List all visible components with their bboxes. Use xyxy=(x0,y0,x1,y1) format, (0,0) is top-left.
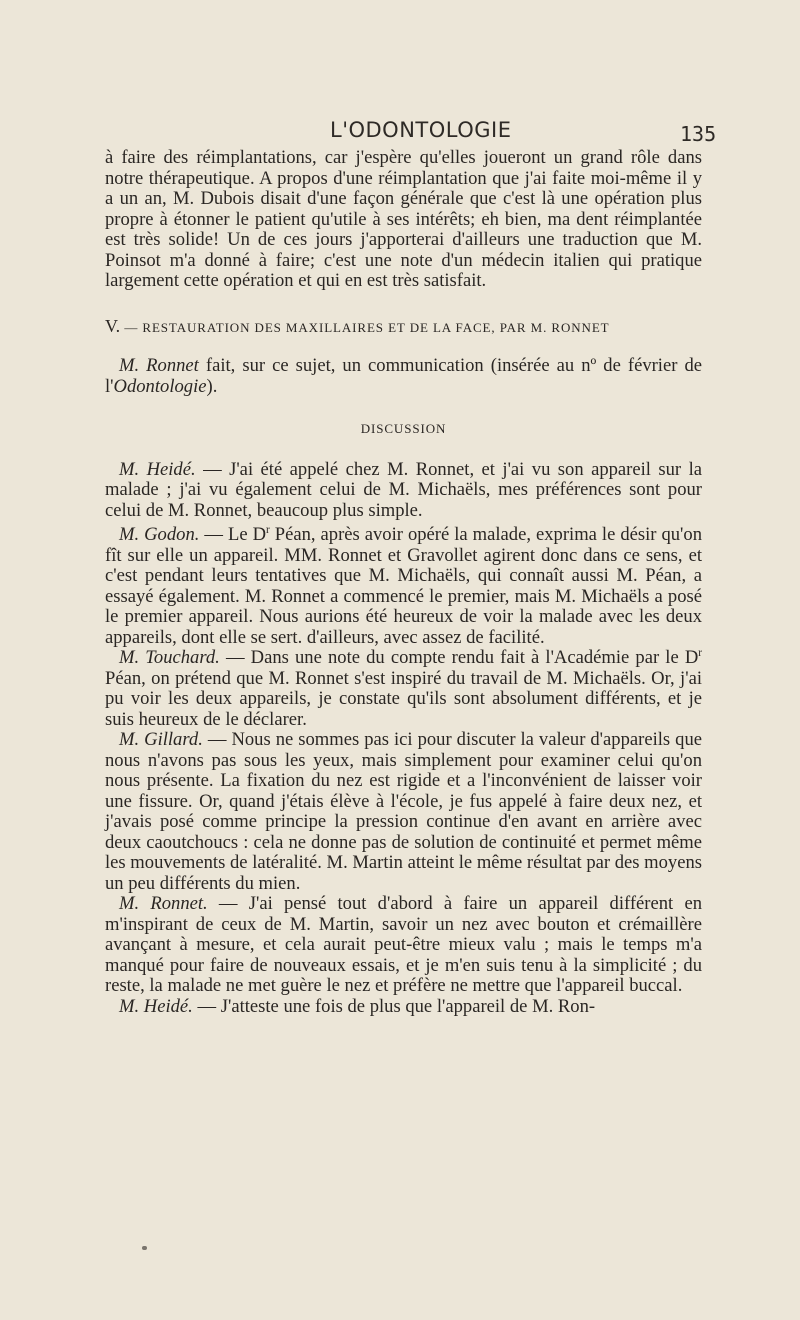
paragraph-text: Péan, après avoir opéré la malade, exprima le désir qu'on fît sur elle un appareil. MM. Ronnet et Gravollet agirent donc dans ce sens, et c'est pendant leurs tentatives que M. Michaëls, qui connaît aussi M. Péan, a essayé également. M. Ronnet a commencé le premier, mais M. Michaëls a posé le premier appareil. Nous aurions été heureux de voir la malade avec les deux appareils, dont elle se sert. d'ailleurs, avec assez de facilité. xyxy=(105,524,702,648)
speaker-name: M. Godon. xyxy=(119,524,200,545)
section-number: V. xyxy=(105,315,121,336)
journal-title: L'ODONTOLOGIE xyxy=(330,118,512,142)
section-heading xyxy=(105,316,702,339)
speaker-name: M. Touchard. xyxy=(119,647,220,668)
speaker-name: M. Heidé. xyxy=(119,995,193,1017)
superscript: r xyxy=(266,523,270,536)
article-body xyxy=(105,148,702,1017)
superscript: r xyxy=(698,646,702,659)
speaker-name: M. Gillard. xyxy=(119,729,203,750)
paragraph-text: Péan, on prétend que M. Ronnet s'est inspiré du travail de M. Michaëls. Or, j'ai pu voir les deux appareils, je constate qu'ils sont absolument différents, et je suis heureux de le déclarer. xyxy=(105,667,702,730)
paragraph-text: — Dans une note du compte rendu fait à l'Académie par le D xyxy=(219,647,699,668)
paragraph-text: ). xyxy=(206,375,218,397)
paragraph-heide xyxy=(105,460,702,522)
paragraph-heide-final xyxy=(105,997,702,1018)
paragraph-ronnet-communication xyxy=(105,356,702,397)
speaker-name: M. Ronnet xyxy=(119,355,199,376)
paragraph-text: fait, sur ce sujet, un communication (insérée au nº de février de l' xyxy=(105,355,703,397)
page-number: 135 xyxy=(680,122,717,146)
ink-speck xyxy=(142,1246,147,1250)
paragraph-text: — Nous ne sommes pas ici pour discuter la valeur d'appareils que nous n'avons pas sous les yeux, mais simplement pour examiner celui qu'on nous présente. La fixation du nez est rigide et a l'inconvénient de laisser voir une fissure. Or, quand j'étais élève à l'école, je fus appelé à faire deux nez, et j'avais posé comme principe la pression continue d'en avant en arrière avec deux caoutchoucs : cela ne donne pas de solution de continuité et permet même les mouvements de latéralité. M. Martin atteint le même résultat par des moyens un peu différents du mien. xyxy=(105,729,702,894)
paragraph-godon xyxy=(105,525,702,648)
paragraph-text: — J'ai pensé tout d'abord à faire un appareil différent en m'inspirant de ceux de M. Martin, savoir un nez avec bouton et crémaillère avançant à mesure, et cela aurait peut-être mieux valu ; mais le temps m'a manqué pour faire de nouveaux essais, et je m'en suis tenu à la simplicité ; du reste, la malade ne met guère le nez et préfère ne mettre que l'appareil buccal. xyxy=(105,893,702,996)
journal-reference: Odontologie xyxy=(113,375,207,397)
speaker-name: M. Ronnet. xyxy=(119,893,208,914)
paragraph-gillard xyxy=(105,730,702,894)
paragraph-text: — J'atteste une fois de plus que l'appareil de M. Ron- xyxy=(192,995,596,1017)
discussion-heading: DISCUSSION xyxy=(360,421,447,436)
running-header xyxy=(0,112,800,146)
paragraph-continuation: à faire des réimplantations, car j'espère qu'elles joueront un grand rôle dans notre thérapeutique. A propos d'une réimplantation que j'ai faite moi-même il y a un an, M. Dubois disait d'une façon générale que c'est là une opération plus propre à étonner le patient qu'utile à ses intérêts; eh bien, ma dent réimplantée est très solide! Un de ces jours j'apporterai d'ailleurs une traduction que M. Poinsot m'a donné à faire; c'est une note d'un médecin italien qui pratique largement cette opération et qui en est très satisfait. xyxy=(105,147,702,291)
section-title: — RESTAURATION DES MAXILLAIRES ET DE LA FACE, PAR M. RONNET xyxy=(124,319,610,335)
speaker-name: M. Heidé. xyxy=(119,458,196,480)
paragraph-ronnet-reply xyxy=(105,894,702,997)
paragraph-touchard xyxy=(105,648,702,730)
paragraph-text: — Le D xyxy=(199,524,267,545)
paragraph-text: — J'ai été appelé chez M. Ronnet, et j'ai vu son appareil sur la malade ; j'ai vu également celui de M. Michaëls, mes préférences sont pour celui de M. Ronnet, beaucoup plus simple. xyxy=(105,458,702,521)
